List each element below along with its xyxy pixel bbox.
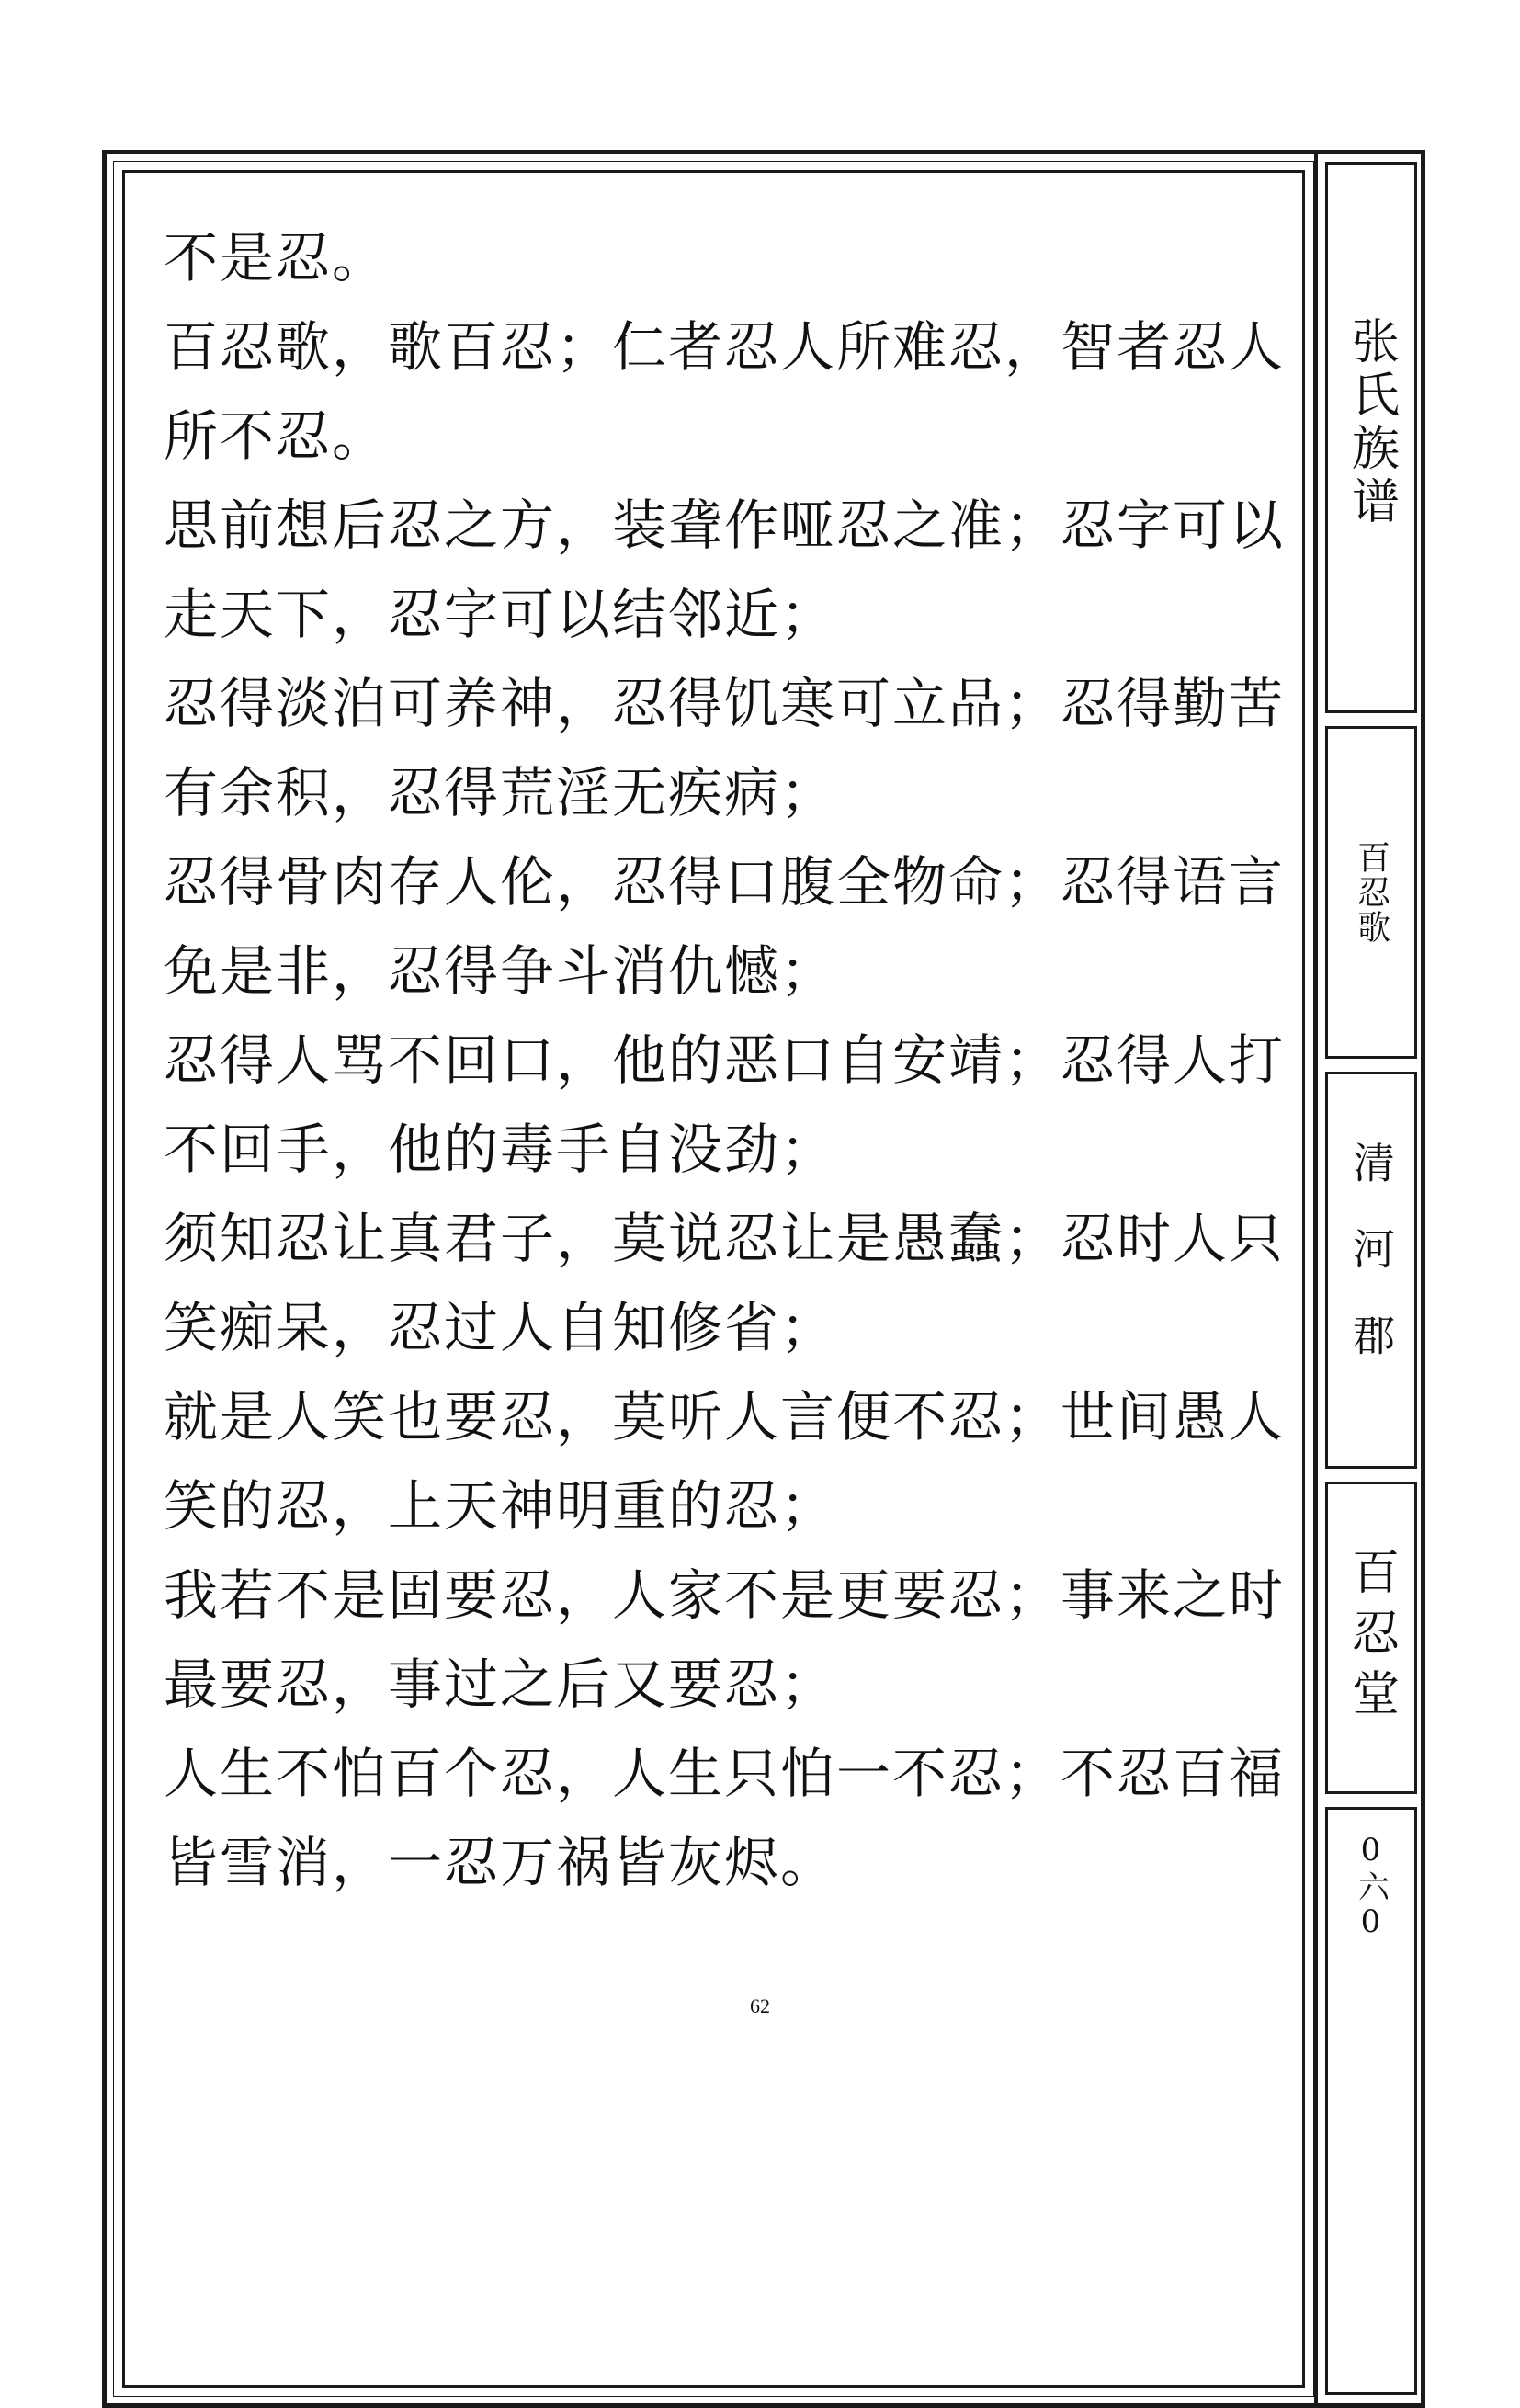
- page-number: 62: [750, 1994, 770, 2017]
- text-line: 所不忍。: [164, 404, 389, 468]
- hall-name: 百忍堂: [1343, 1547, 1399, 1729]
- text-line: 我若不是固要忍，人家不是更要忍；事来之时: [164, 1563, 1286, 1627]
- margin-column: [1314, 154, 1421, 2403]
- text-line: 皆雪消，一忍万祸皆灰烬。: [164, 1831, 837, 1894]
- text-line: 忍得淡泊可养神，忍得饥寒可立品；忍得勤苦: [164, 672, 1286, 735]
- text-panel-outer-border: [113, 161, 1314, 2397]
- text-line: 须知忍让真君子，莫说忍让是愚蠢；忍时人只: [164, 1207, 1286, 1270]
- book-title: 张氏族谱: [1343, 316, 1399, 529]
- text-line: 笑的忍，上天神明重的忍；: [164, 1474, 837, 1538]
- text-line: 思前想后忍之方，装聋作哑忍之准；忍字可以: [164, 494, 1286, 557]
- section-title: 百忍歌: [1352, 840, 1390, 945]
- text-line: 百忍歌，歌百忍；仁者忍人所难忍，智者忍人: [164, 315, 1286, 379]
- text-line: 不是忍。: [164, 226, 389, 290]
- book-title-box: [1325, 162, 1417, 713]
- text-line: 免是非，忍得争斗消仇憾；: [164, 939, 837, 1003]
- text-line: 有余积，忍得荒淫无疾病；: [164, 761, 837, 824]
- text-line: 忍得骨肉存人伦，忍得口腹全物命；忍得语言: [164, 850, 1286, 914]
- folio-number: 0六0: [1352, 1832, 1390, 1942]
- text-line: 笑痴呆，忍过人自知修省；: [164, 1296, 837, 1359]
- text-line: 不回手，他的毒手自没劲；: [164, 1118, 837, 1181]
- section-title-box: [1325, 726, 1417, 1059]
- text-line: 人生不怕百个忍，人生只怕一不忍；不忍百福: [164, 1742, 1286, 1805]
- page-frame: [102, 150, 1425, 2408]
- text-line: 最要忍，事过之后又要忍；: [164, 1653, 837, 1716]
- text-panel-inner-border: [122, 170, 1305, 2388]
- text-line: 忍得人骂不回口，他的恶口自安靖；忍得人打: [164, 1028, 1286, 1092]
- commandery-box: [1325, 1072, 1417, 1469]
- text-line: 走天下，忍字可以结邻近；: [164, 583, 837, 646]
- folio-box: [1325, 1807, 1417, 2395]
- commandery-name: 清河郡: [1346, 1141, 1396, 1400]
- hall-name-box: [1325, 1482, 1417, 1794]
- text-line: 就是人笑也要忍，莫听人言便不忍；世间愚人: [164, 1385, 1286, 1448]
- poem-text: [164, 213, 1294, 1907]
